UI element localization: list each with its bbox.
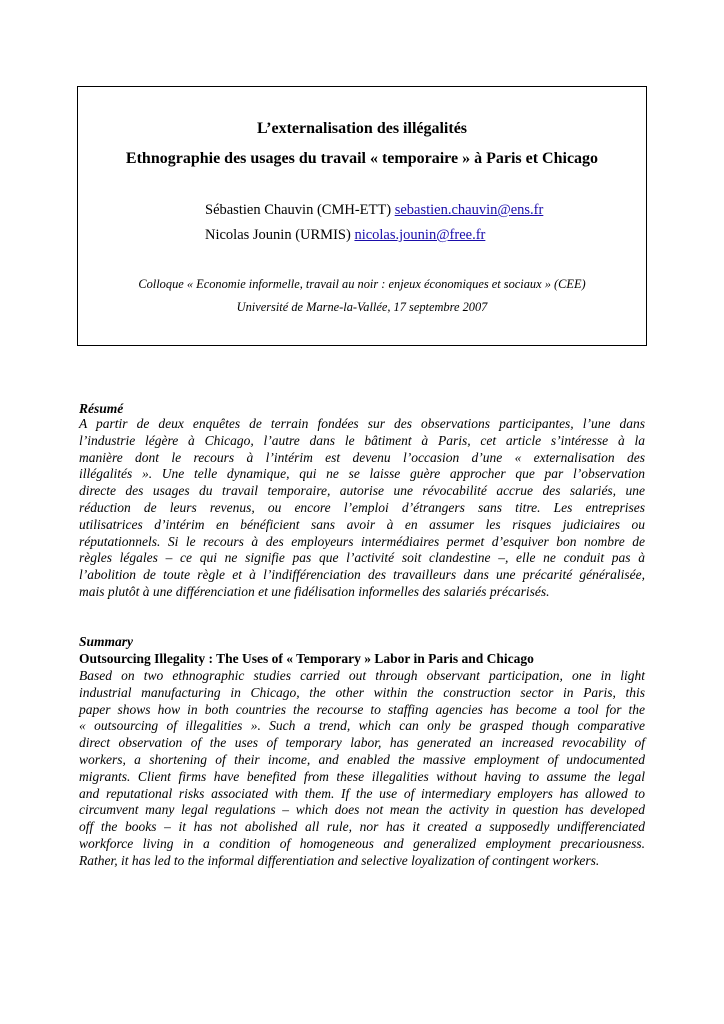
colloque-line: Colloque « Economie informelle, travail au noir : enjeux économiques et sociaux » (CEE) [138, 277, 586, 291]
resume-line: réduction de leurs revenus, ou encore l’emploi d’étrangers sans titre. Les entreprises [79, 499, 645, 515]
colloque-venue-date: Université de Marne-la-Vallée, 17 septembre 2007 [236, 300, 488, 314]
document-subtitle: Ethnographie des usages du travail « temporaire » à Paris et Chicago [125, 150, 599, 167]
resume-line: illégalités ». Une telle dynamique, qui ne se laisse guère approcher que par l’observation [79, 466, 645, 482]
summary-line: workforce living in a condition of homogeneous and generalized employment precariousness. [79, 835, 645, 851]
summary-line: paper shows how in both countries the recourse to staffing agencies has become a tool for the [79, 701, 645, 717]
resume-line: réputationnels. Si le recours à des employeurs intermédiaires permet d’esquiver bon nombre de [79, 533, 645, 549]
resume-paragraph [79, 416, 645, 601]
title-box [77, 86, 647, 346]
resume-line: l’abolition de toute règle et à l’indifférenciation des travailleurs dans une précarité généralisée, [79, 567, 645, 583]
resume-line: directe des usages du travail temporaire, autorise une révocabilité accrue des salariés, une [79, 483, 645, 499]
author-2-name: Nicolas Jounin (URMIS) [205, 227, 355, 243]
summary-line: migrants. Client firms have benefited from these illegalities without having to assume the legal [79, 768, 645, 784]
summary-line: industrial manufacturing in Chicago, the other within the construction sector in Paris, this [79, 684, 645, 700]
summary-line: workers, a shortening of their income, and enabled the massive employment of undocumented [79, 751, 645, 767]
summary-line: direct observation of the uses of temporary labor, has generated an increased revocability of [79, 735, 645, 751]
summary-line: circumvent many legal regulations – which does not mean the activity in question has developed [79, 802, 645, 818]
summary-line: Based on two ethnographic studies carried out through observant participation, one in light [79, 668, 645, 683]
resume-line: A partir de deux enquêtes de terrain fondées sur des observations participantes, l’une dans [79, 416, 645, 431]
author-2 [205, 226, 485, 244]
resume-line: manière dont le recours à l’intérim est devenu l’occasion d’une « externalisation des [79, 449, 645, 465]
author-2-email-link[interactable]: nicolas.jounin@free.fr [354, 227, 486, 243]
resume-line: utilisatrices d’intérim en bénéficient sans avoir à en assumer les risques judiciaires ou [79, 516, 645, 532]
author-1 [205, 201, 543, 219]
author-1-email-link[interactable]: sebastien.chauvin@ens.fr [394, 202, 544, 218]
document-title: L’externalisation des illégalités [256, 120, 468, 137]
summary-line: off the books – it has not abolished all rule, nor has it created a supposedly undifferenciated [79, 819, 645, 835]
summary-line: Rather, it has led to the informal differentiation and selective loyalization of contingent workers. [79, 852, 600, 868]
resume-line: règles légales – ce qui ne signifie pas que l’activité soit clandestine –, elle ne conduit pas à [79, 550, 645, 566]
resume-line: l’industrie légère à Chicago, l’autre dans le bâtiment à Paris, cet article s’intéresse à la [79, 432, 645, 448]
summary-line: « outsourcing of illegalities ». Such a trend, which can only be grasped though comparative [79, 718, 645, 734]
resume-heading: Résumé [79, 401, 124, 416]
summary-paragraph [79, 668, 645, 870]
summary-heading: Summary [79, 634, 134, 649]
author-1-name: Sébastien Chauvin (CMH-ETT) [205, 202, 395, 218]
resume-line: mais plutôt à une différenciation et une fidélisation informelles des salariés précarisés. [79, 583, 550, 599]
summary-title: Outsourcing Illegality : The Uses of « Temporary » Labor in Paris and Chicago [79, 651, 534, 666]
summary-line: and reputational risks associated with them. If the use of intermediary employers has allowed to [79, 785, 645, 801]
